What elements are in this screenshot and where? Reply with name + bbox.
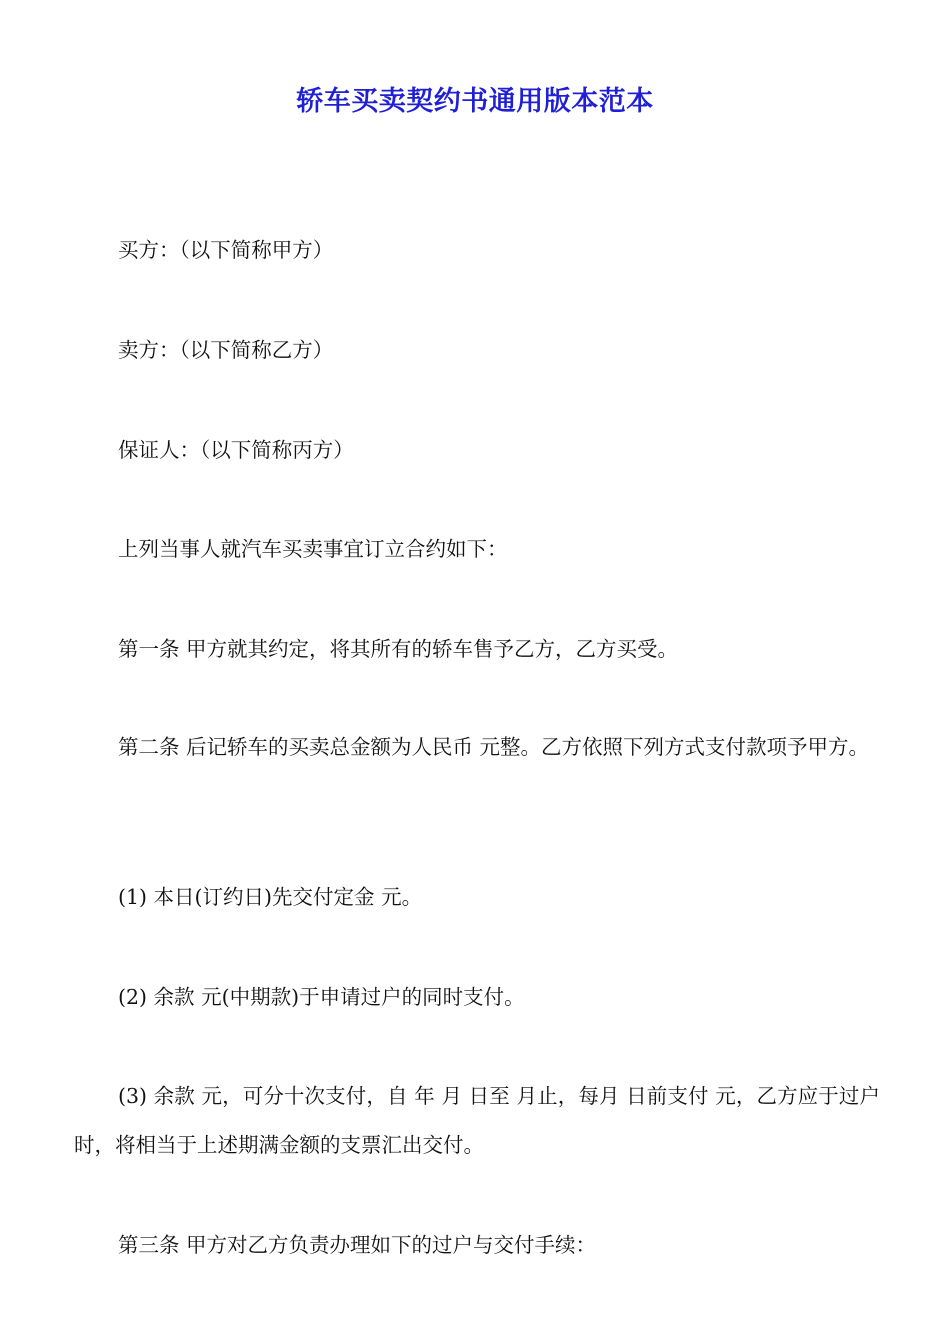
paragraph-article-2: 第二条 后记轿车的买卖总金额为人民币 元整。乙方依照下列方式支付款项予甲方。 bbox=[118, 735, 870, 759]
document-title: 轿车买卖契约书通用版本范本 bbox=[296, 86, 654, 117]
paragraph-item-1: (1) 本日(订约日)先交付定金 元。 bbox=[118, 885, 423, 909]
paragraph-article-3: 第三条 甲方对乙方负责办理如下的过户与交付手续： bbox=[118, 1233, 597, 1257]
paragraph-buyer: 买方：（以下简称甲方） bbox=[118, 238, 334, 262]
paragraph-item-2: (2) 余款 元(中期款)于申请过户的同时支付。 bbox=[118, 985, 525, 1009]
paragraph-article-1: 第一条 甲方就其约定，将其所有的轿车售予乙方，乙方买受。 bbox=[118, 637, 679, 661]
paragraph-seller: 卖方：（以下简称乙方） bbox=[118, 338, 334, 362]
paragraph-preamble: 上列当事人就汽车买卖事宜订立合约如下： bbox=[118, 537, 508, 561]
paragraph-item-3: (3) 余款 元，可分十次支付，自 年 月 日至 月止，每月 日前支付 元，乙方应于过户时，将相当于上述期满金额的支票汇出交付。 bbox=[74, 1084, 880, 1157]
paragraph-guarantor: 保证人：（以下简称丙方） bbox=[118, 438, 354, 462]
